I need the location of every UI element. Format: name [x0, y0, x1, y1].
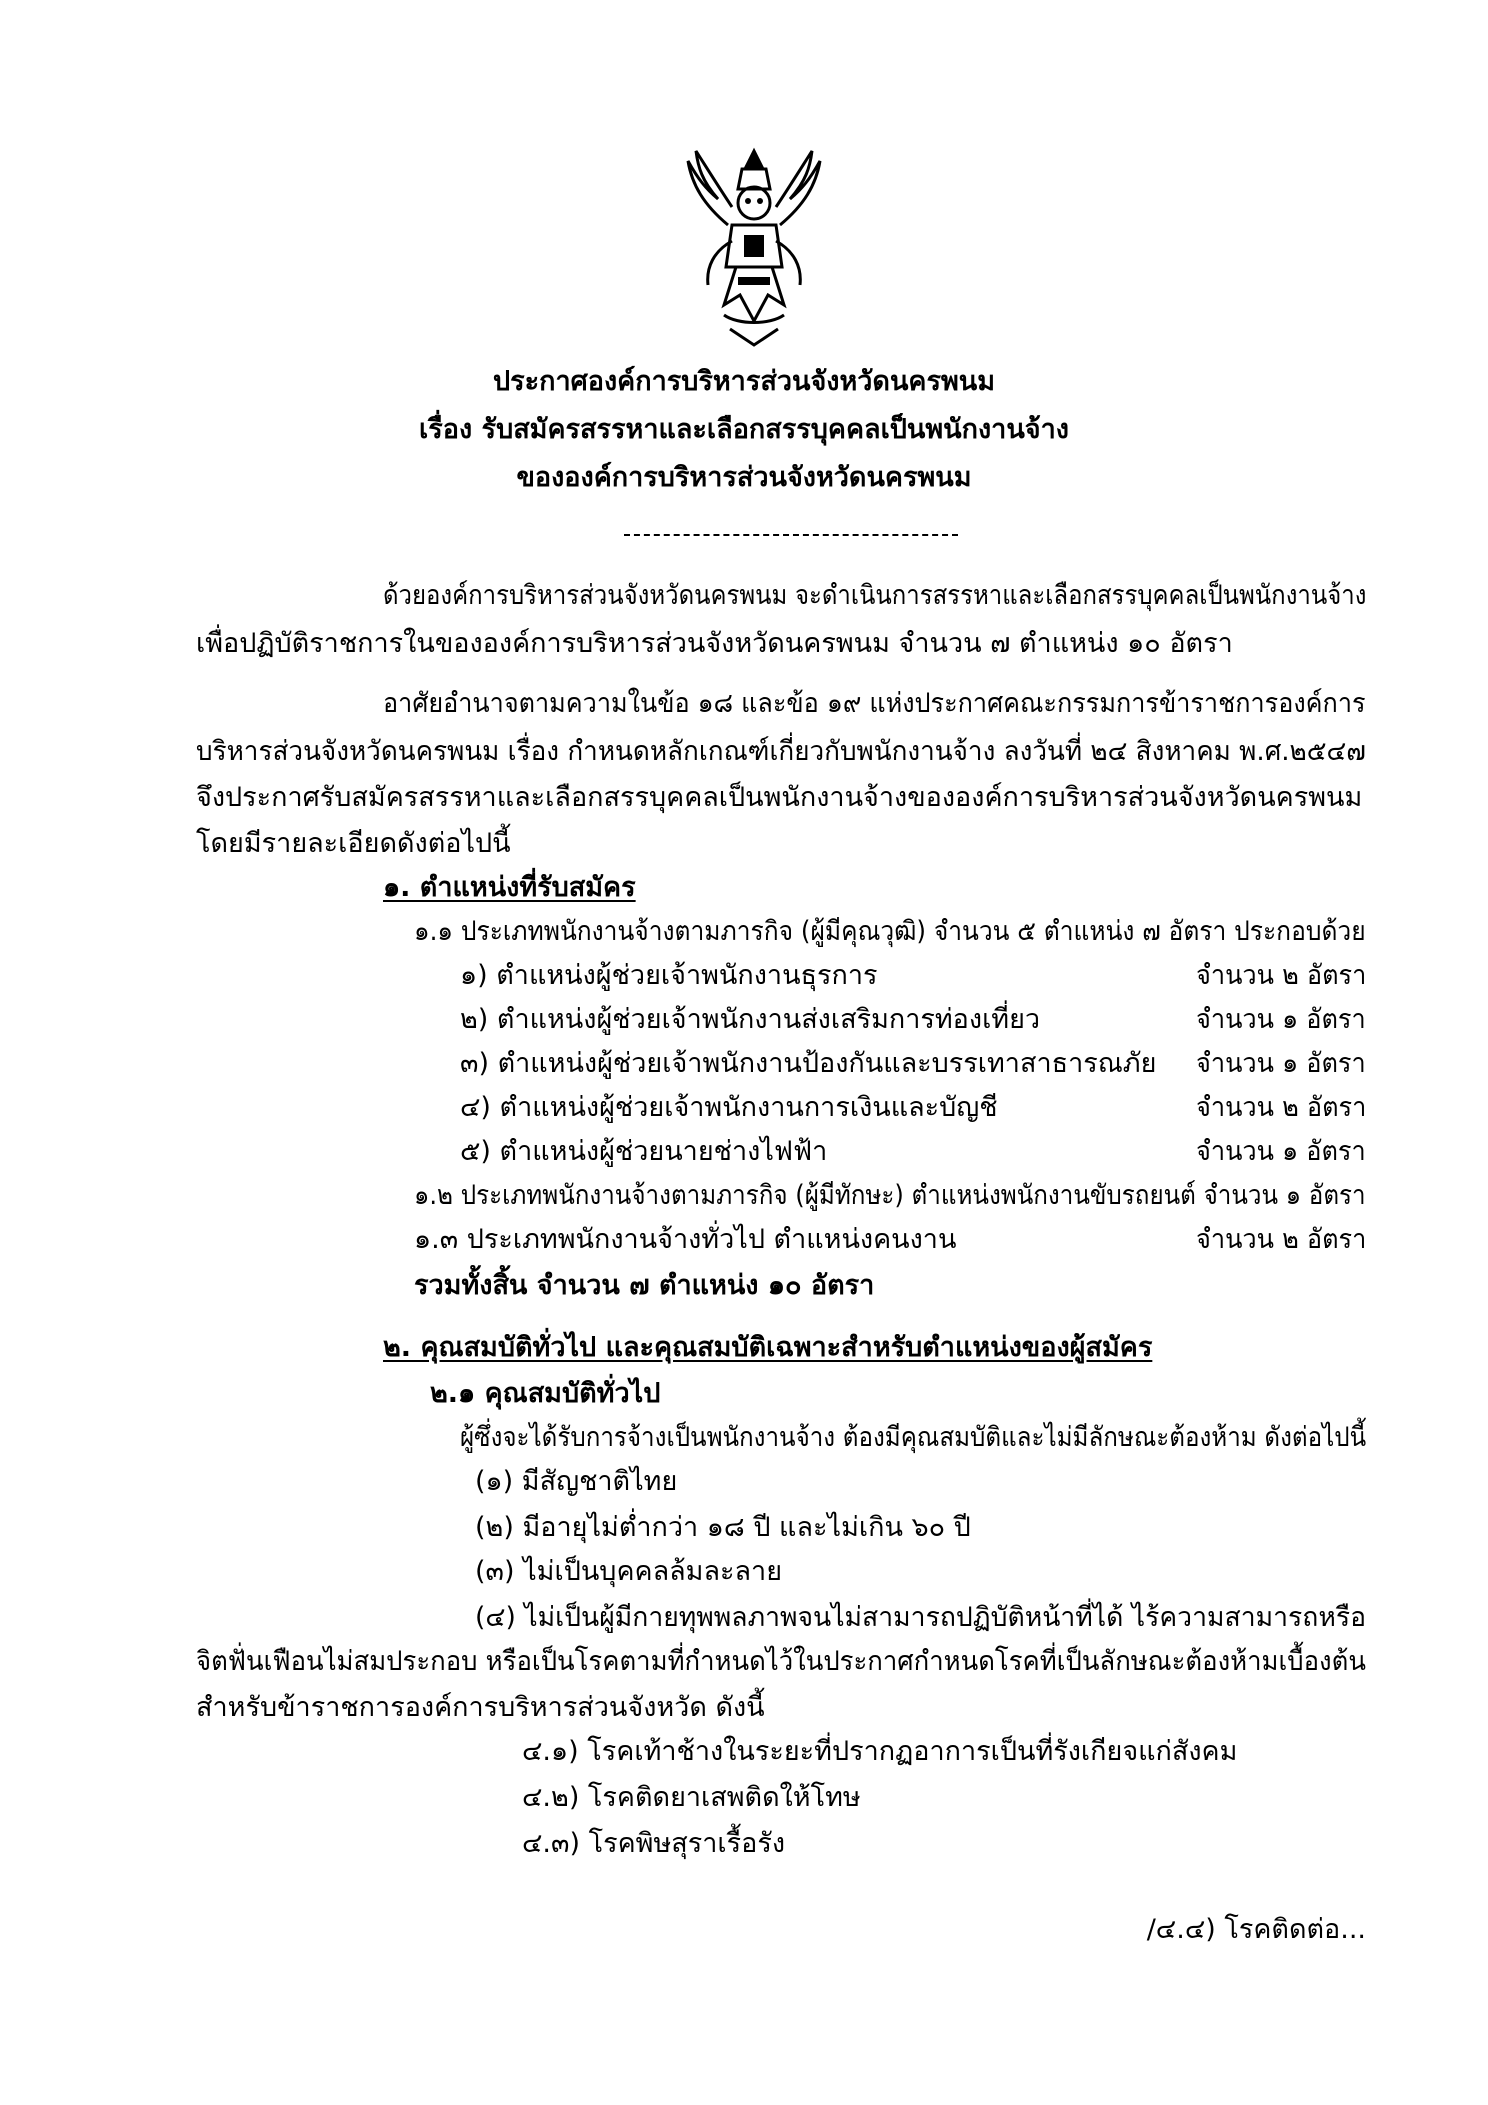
intro-paragraph-1-line-1: ด้วยองค์การบริหารส่วนจังหวัดนครพนม จะดำเนินการสรรหาและเลือกสรรบุคคลเป็นพนักงานจ้าง: [383, 580, 1367, 611]
position-1-count: จำนวน ๒ อัตรา: [1196, 960, 1367, 991]
disease-4-1: ๔.๑) โรคเท้าช้างในระยะที่ปรากฏอาการเป็นที่รังเกียจแก่สังคม: [522, 1736, 1238, 1767]
intro-paragraph-2-line-2: บริหารส่วนจังหวัดนครพนม เรื่อง กำหนดหลักเกณฑ์เกี่ยวกับพนักงานจ้าง ลงวันที่ ๒๔ สิงหาคม พ.ศ.๒๕๔๗: [196, 736, 1366, 767]
intro-paragraph-2-line-4: โดยมีรายละเอียดดังต่อไปนี้: [196, 828, 511, 859]
qualification-4-line-3: สำหรับข้าราชการองค์การบริหารส่วนจังหวัด ดังนี้: [196, 1692, 765, 1723]
section-1-total: รวมทั้งสิ้น จำนวน ๗ ตำแหน่ง ๑๐ อัตรา: [414, 1270, 875, 1301]
page-continuation: /๔.๔) โรคติดต่อ...: [1146, 1914, 1366, 1945]
announcement-issuer: ขององค์การบริหารส่วนจังหวัดนครพนม: [516, 462, 972, 493]
section-2-heading: ๒. คุณสมบัติทั่วไป และคุณสมบัติเฉพาะสำหรับตำแหน่งของผู้สมัคร: [383, 1332, 1153, 1363]
section-2-1-lead: ผู้ซึ่งจะได้รับการจ้างเป็นพนักงานจ้าง ต้องมีคุณสมบัติและไม่มีลักษณะต้องห้าม ดังต่อไปนี้: [460, 1422, 1367, 1453]
header-divider: [624, 534, 958, 536]
announcement-subject: เรื่อง รับสมัครสรรหาและเลือกสรรบุคคลเป็นพนักงานจ้าง: [419, 414, 1069, 445]
section-2-1-heading: ๒.๑ คุณสมบัติทั่วไป: [430, 1378, 661, 1409]
position-2-count: จำนวน ๑ อัตรา: [1196, 1004, 1366, 1035]
intro-paragraph-2-line-1: อาศัยอำนาจตามความในข้อ ๑๘ และข้อ ๑๙ แห่งประกาศคณะกรรมการข้าราชการองค์การ: [383, 688, 1366, 719]
qualification-1: (๑) มีสัญชาติไทย: [475, 1466, 678, 1497]
intro-paragraph-2-line-3: จึงประกาศรับสมัครสรรหาและเลือกสรรบุคคลเป็นพนักงานจ้างขององค์การบริหารส่วนจังหวัดนครพนม: [196, 782, 1363, 813]
qualification-2: (๒) มีอายุไม่ต่ำกว่า ๑๘ ปี และไม่เกิน ๖๐ ปี: [475, 1512, 971, 1543]
qualification-4-line-1: (๔) ไม่เป็นผู้มีกายทุพพลภาพจนไม่สามารถปฏิบัติหน้าที่ได้ ไร้ความสามารถหรือ: [475, 1602, 1367, 1633]
section-1-heading: ๑. ตำแหน่งที่รับสมัคร: [383, 872, 636, 903]
position-2-name: ๒) ตำแหน่งผู้ช่วยเจ้าพนักงานส่งเสริมการท่องเที่ยว: [460, 1004, 1041, 1035]
disease-4-3: ๔.๓) โรคพิษสุราเรื้อรัง: [522, 1828, 786, 1859]
announcement-title: ประกาศองค์การบริหารส่วนจังหวัดนครพนม: [492, 366, 996, 397]
position-3-name: ๓) ตำแหน่งผู้ช่วยเจ้าพนักงานป้องกันและบรรเทาสาธารณภัย: [460, 1048, 1157, 1079]
qualification-4-line-2: จิตฟั่นเฟือนไม่สมประกอบ หรือเป็นโรคตามที่กำหนดไว้ในประกาศกำหนดโรคที่เป็นลักษณะต้องห้ามเบื้องต้น: [196, 1646, 1366, 1677]
section-1-3-line: ๑.๓ ประเภทพนักงานจ้างทั่วไป ตำแหน่งคนงาน: [414, 1224, 957, 1255]
position-4-count: จำนวน ๒ อัตรา: [1196, 1092, 1367, 1123]
section-1-3-count: จำนวน ๒ อัตรา: [1196, 1224, 1367, 1255]
qualification-3: (๓) ไม่เป็นบุคคลล้มละลาย: [475, 1556, 783, 1587]
position-5-count: จำนวน ๑ อัตรา: [1196, 1136, 1366, 1167]
section-1-2-line: ๑.๒ ประเภทพนักงานจ้างตามภารกิจ (ผู้มีทักษะ) ตำแหน่งพนักงานขับรถยนต์ จำนวน ๑ อัตรา: [414, 1180, 1366, 1211]
section-1-1-line: ๑.๑ ประเภทพนักงานจ้างตามภารกิจ (ผู้มีคุณวุฒิ) จำนวน ๕ ตำแหน่ง ๗ อัตรา ประกอบด้วย: [414, 916, 1366, 947]
garuda-emblem-icon: [684, 145, 824, 350]
position-3-count: จำนวน ๑ อัตรา: [1196, 1048, 1366, 1079]
position-5-name: ๕) ตำแหน่งผู้ช่วยนายช่างไฟฟ้า: [460, 1136, 828, 1167]
position-4-name: ๔) ตำแหน่งผู้ช่วยเจ้าพนักงานการเงินและบัญชี: [460, 1092, 998, 1123]
disease-4-2: ๔.๒) โรคติดยาเสพติดให้โทษ: [522, 1782, 861, 1813]
intro-paragraph-1-line-2: เพื่อปฏิบัติราชการในขององค์การบริหารส่วนจังหวัดนครพนม จำนวน ๗ ตำแหน่ง ๑๐ อัตรา: [196, 628, 1233, 659]
position-1-name: ๑) ตำแหน่งผู้ช่วยเจ้าพนักงานธุรการ: [460, 960, 878, 991]
